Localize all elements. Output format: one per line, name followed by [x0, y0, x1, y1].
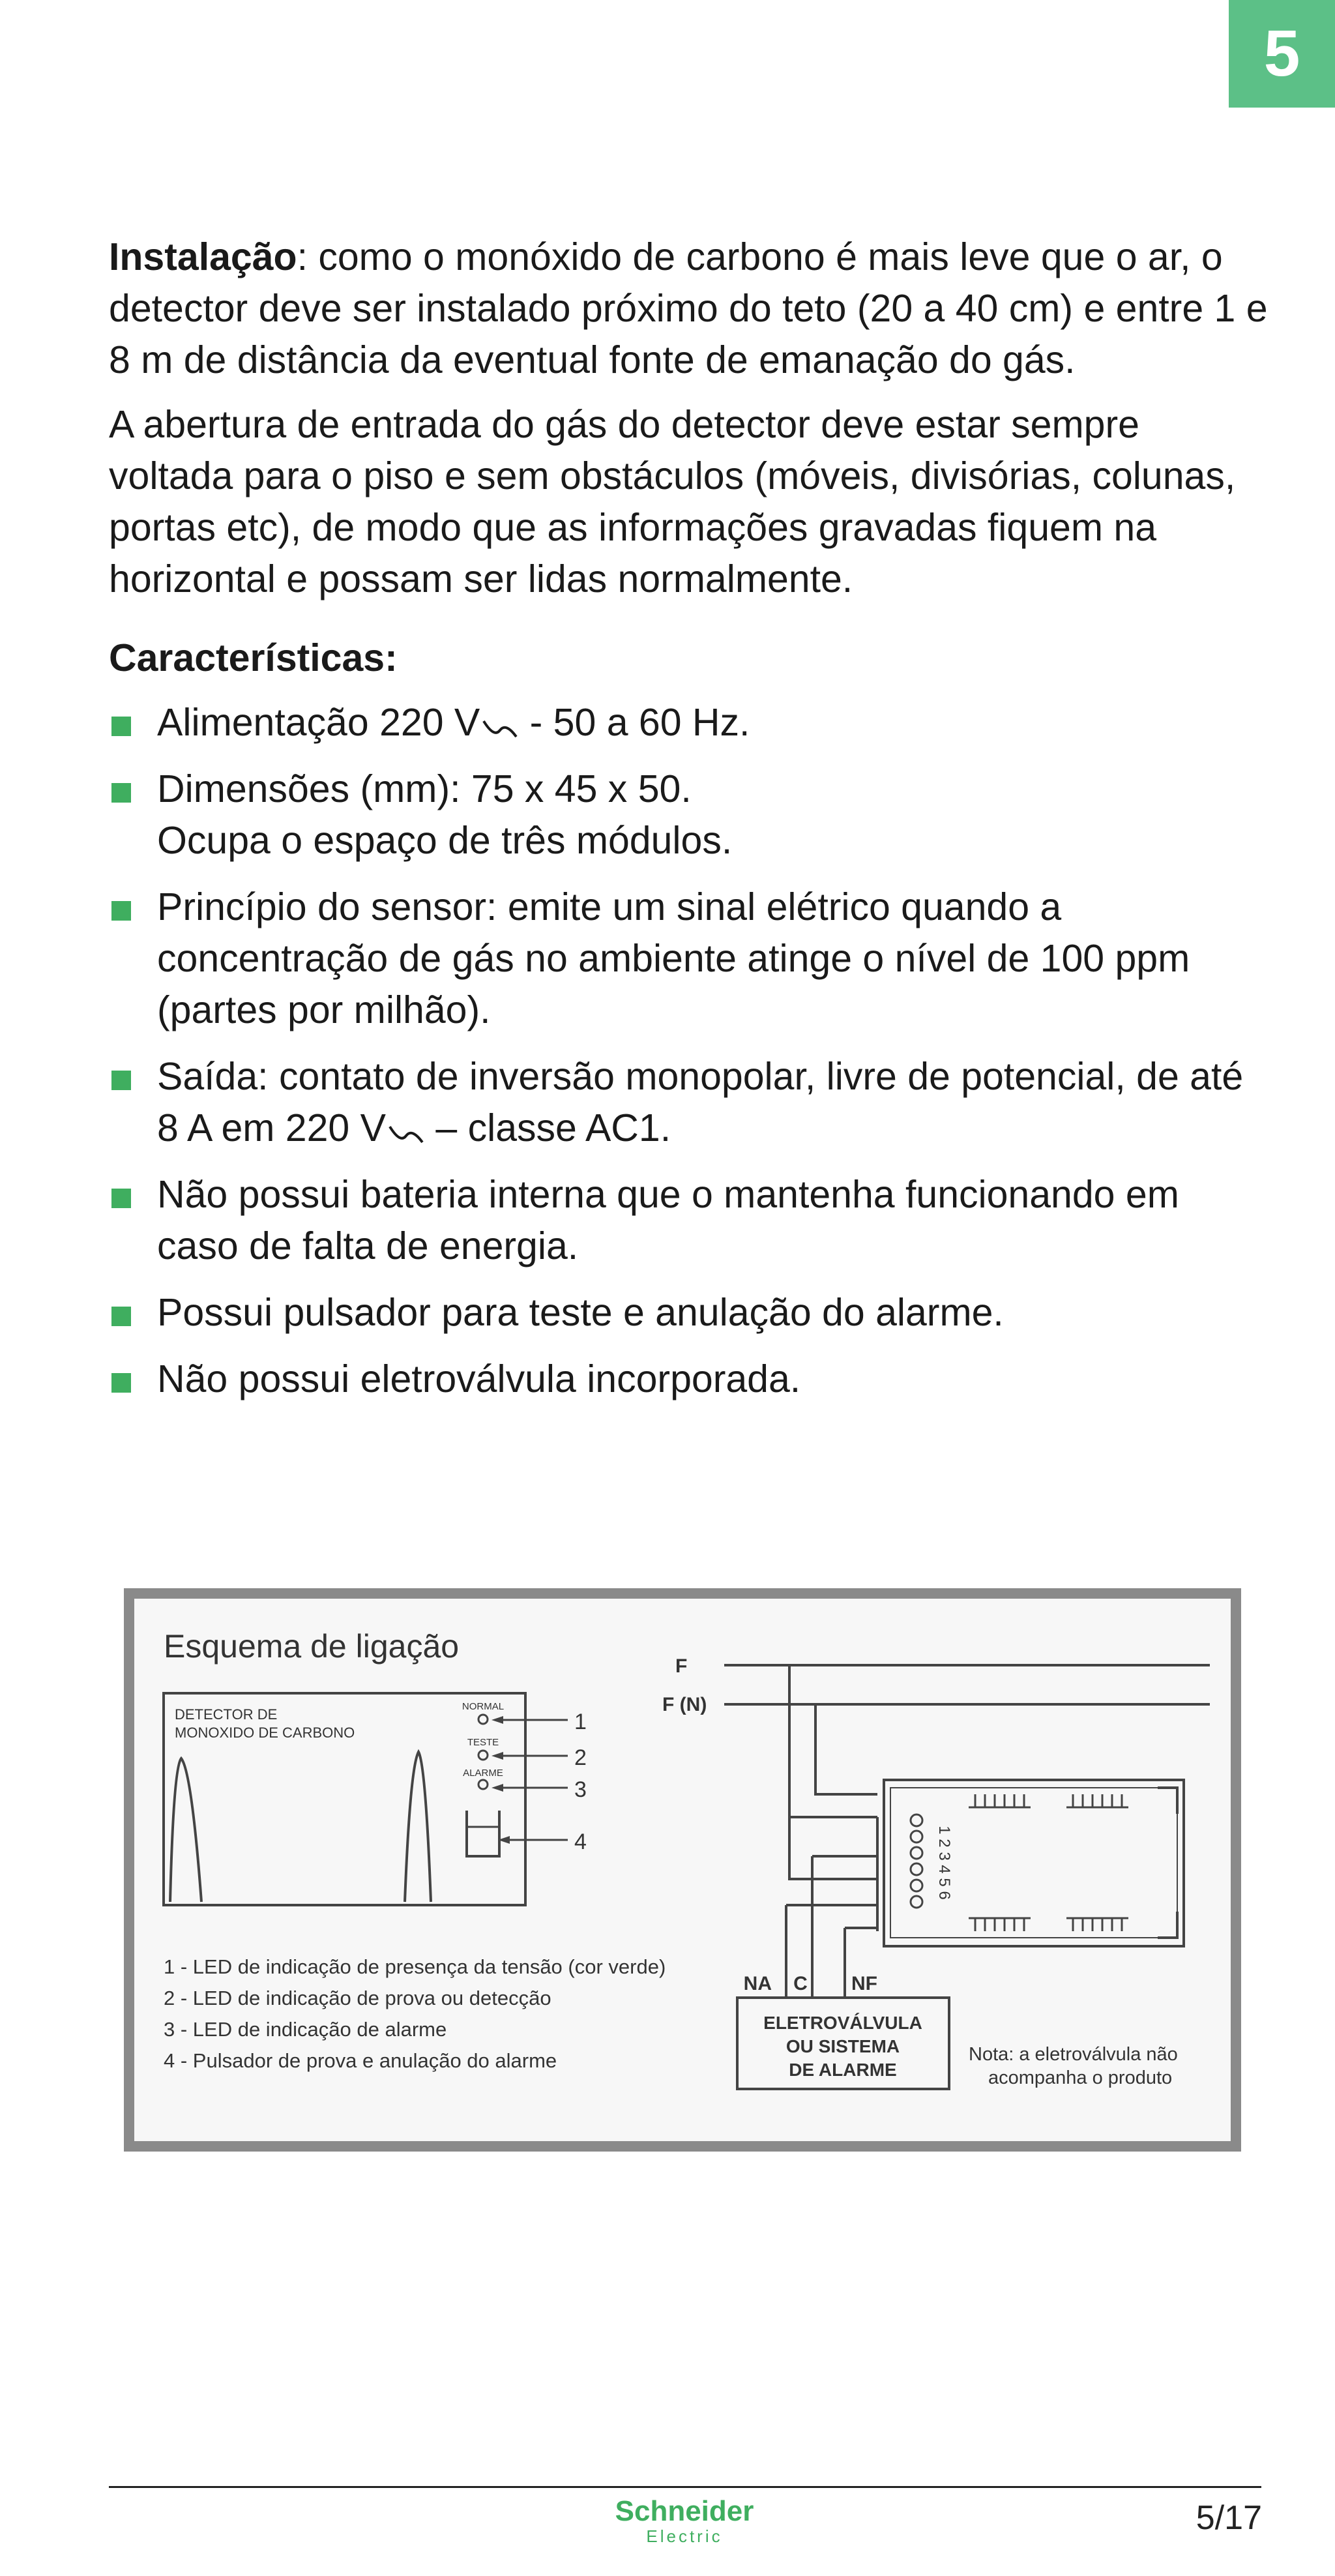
bullet-square-icon — [111, 1071, 131, 1090]
led-normal-label: NORMAL — [462, 1701, 505, 1712]
list-item-text: Saída: contato de inversão monopolar, livre de potencial, de até 8 A em 220 V — [157, 1055, 1244, 1149]
bullet-square-icon — [111, 1189, 131, 1208]
list-item-text: Alimentação 220 V — [157, 701, 480, 744]
page-number: 5/17 — [1196, 2499, 1262, 2537]
wiring-diagram — [124, 1588, 1241, 2152]
list-item-text: Não possui eletroválvula incorporada. — [157, 1357, 801, 1400]
brand-name: Schneider — [615, 2495, 754, 2527]
terminal-numbers: 1 2 3 4 5 6 — [935, 1826, 953, 1900]
installation-paragraph — [109, 231, 1269, 386]
list-item-text: Princípio do sensor: emite um sinal elétrico quando a concentração de gás no ambiente atinge o nível de 100 ppm (partes por milhão). — [157, 885, 1190, 1031]
callout-2: 2 — [574, 1745, 587, 1770]
note-line-1: Nota: a eletroválvula não — [969, 2044, 1178, 2065]
legend-item-3: 3 - LED de indicação de alarme — [164, 2018, 447, 2041]
led-teste-label: TESTE — [467, 1737, 499, 1748]
contact-nf-label: NF — [851, 1973, 877, 1994]
module-outline — [884, 1780, 1184, 1946]
list-item — [109, 1051, 1269, 1154]
brand-sub: Electric — [646, 2526, 723, 2546]
bullet-square-icon — [111, 1373, 131, 1393]
callout-arrows — [499, 1720, 568, 1840]
characteristics-title: Características: — [109, 636, 398, 679]
gas-inlet-paragraph: A abertura de entrada do gás do detector deve estar sempre voltada para o piso e sem obstáculos (móveis, divisórias, colunas, portas etc), de modo que as informações gravadas fiquem na horizontal e possam ser lidas normalmente. — [109, 403, 1236, 600]
bullet-square-icon — [111, 1307, 131, 1326]
legend-item-1: 1 - LED de indicação de presença da tensão (cor verde) — [164, 1955, 666, 1978]
list-item — [109, 763, 1269, 866]
wires — [786, 1665, 877, 1996]
line-fn-label: F (N) — [662, 1694, 707, 1715]
detector-label-2: MONOXIDO DE CARBONO — [175, 1725, 355, 1741]
ac-tilde-icon — [481, 713, 519, 739]
contact-c-label: C — [793, 1973, 808, 1994]
list-item — [109, 881, 1226, 1036]
list-item-text: Não possui bateria interna que o mantenha funcionando em caso de falta de energia. — [157, 1173, 1179, 1267]
detector-vent-right — [405, 1752, 431, 1902]
list-item-text: – classe AC1. — [424, 1106, 671, 1149]
list-item-text: Possui pulsador para teste e anulação do alarme. — [157, 1291, 1004, 1334]
list-item-text: Ocupa o espaço de três módulos. — [157, 819, 733, 862]
contact-na-label: NA — [743, 1973, 772, 1994]
list-item — [109, 697, 1269, 748]
callout-3: 3 — [574, 1777, 587, 1802]
legend-item-2: 2 - LED de indicação de prova ou detecção — [164, 1987, 551, 2009]
test-button-icon — [467, 1811, 499, 1856]
diagram-title: Esquema de ligação — [164, 1628, 460, 1665]
list-item — [109, 1354, 1269, 1405]
bullet-square-icon — [111, 717, 131, 736]
page-tab: 5 — [1229, 0, 1335, 108]
callout-1: 1 — [574, 1710, 587, 1734]
main-content — [109, 231, 1269, 1420]
legend-item-4: 4 - Pulsador de prova e anulação do alarme — [164, 2049, 557, 2072]
detector-label-1: DETECTOR DE — [175, 1706, 278, 1723]
callout-4: 4 — [574, 1829, 587, 1854]
led-normal-icon — [478, 1715, 488, 1724]
installation-text: : como o monóxido de carbono é mais leve que o ar, o detector deve ser instalado próximo do teto (20 a 40 cm) e entre 1 e 8 m de distância da eventual fonte de emanação do gás. — [109, 235, 1268, 381]
characteristics-list — [109, 697, 1269, 1405]
line-f-label: F — [675, 1655, 688, 1677]
valve-label-2: OU SISTEMA — [785, 2036, 900, 2056]
led-alarme-label: ALARME — [463, 1768, 503, 1779]
list-item — [109, 1169, 1269, 1272]
led-teste-icon — [478, 1751, 488, 1760]
list-item — [109, 1287, 1269, 1339]
bullet-square-icon — [111, 783, 131, 803]
installation-label: Instalação — [109, 235, 297, 278]
ac-tilde-icon — [387, 1119, 425, 1145]
led-alarme-icon — [478, 1780, 488, 1789]
schneider-electric-logo — [609, 2496, 759, 2545]
bullet-square-icon — [111, 901, 131, 921]
valve-label-3: DE ALARME — [789, 2060, 897, 2080]
wiring-diagram-svg — [134, 1599, 1231, 2141]
footer-divider — [109, 2486, 1261, 2488]
valve-label-1: ELETROVÁLVULA — [763, 2013, 922, 2033]
list-item-text: - 50 a 60 Hz. — [519, 701, 750, 744]
list-item-text: Dimensões (mm): 75 x 45 x 50. — [157, 767, 692, 810]
detector-vent-left — [170, 1758, 201, 1902]
note-line-2: acompanha o produto — [988, 2067, 1173, 2088]
